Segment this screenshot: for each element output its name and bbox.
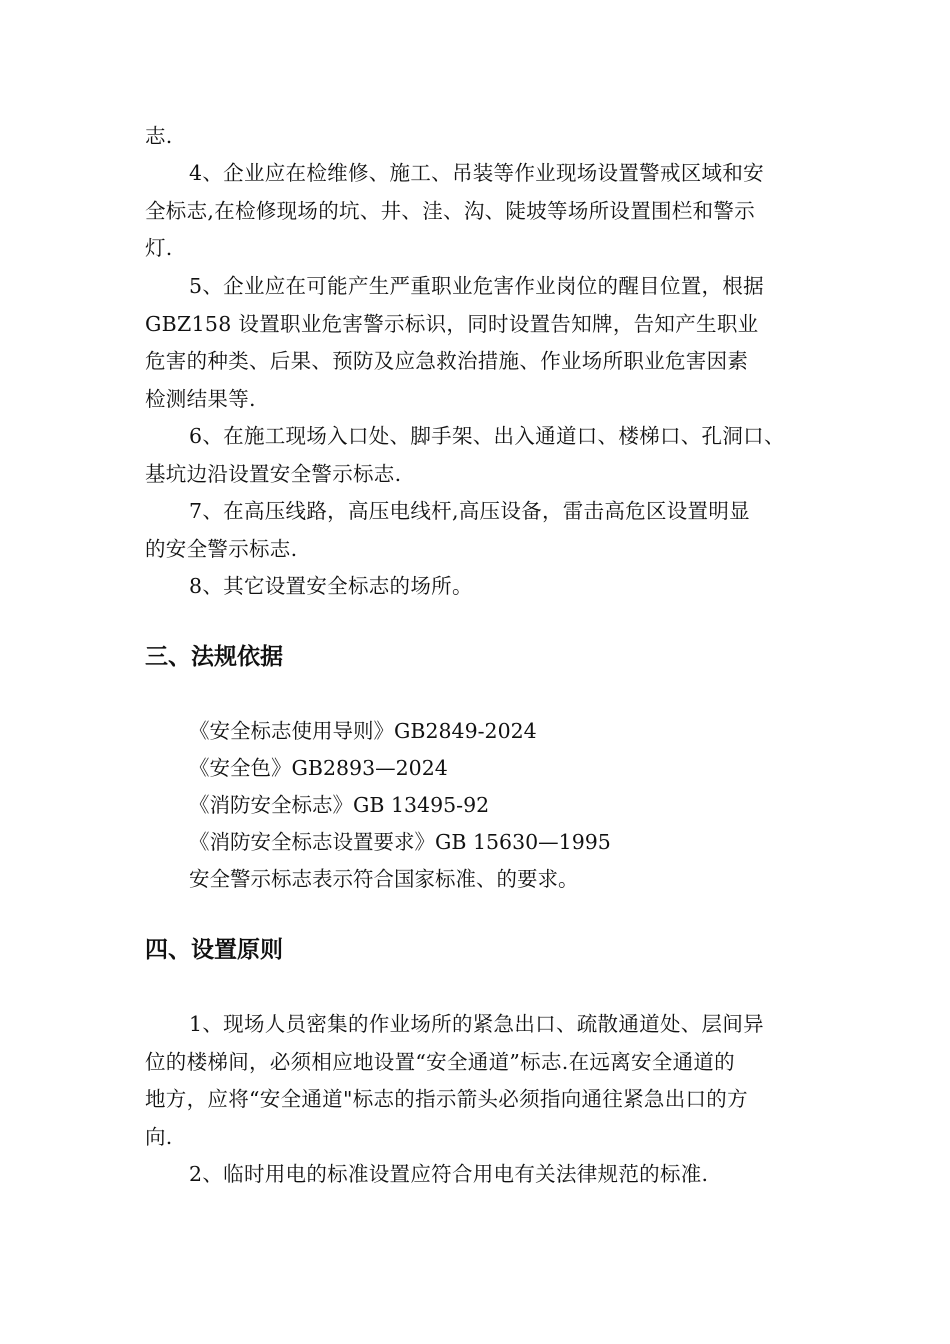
paragraph-item-4 bbox=[145, 155, 825, 268]
text-line: 2、临时用电的标准设置应符合用电有关法律规范的标准. bbox=[189, 1162, 709, 1186]
text-line: 向. bbox=[145, 1124, 173, 1149]
regulation-ref-3: 《消防安全标志》GB 13495-92 bbox=[189, 793, 490, 817]
text-line: 6、在施工现场入口处、脚手架、出入通道口、楼梯口、孔洞口、 bbox=[189, 424, 785, 448]
text-line: GBZ158 设置职业危害警示标识，同时设置告知牌，告知产生职业 bbox=[145, 311, 759, 336]
text-line: 位的楼梯间，必须相应地设置“安全通道”标志.在远离安全通道的 bbox=[145, 1049, 735, 1074]
paragraph-principle-2 bbox=[145, 1156, 825, 1194]
text-line: 4、企业应在检维修、施工、吊装等作业现场设置警戒区域和安 bbox=[189, 161, 764, 185]
text-line: 志. bbox=[145, 124, 173, 148]
paragraph-item-5 bbox=[145, 268, 825, 418]
section-heading-3: 三、法规依据 bbox=[145, 644, 283, 670]
paragraph-principle-1 bbox=[145, 1006, 825, 1156]
section-heading-4: 四、设置原则 bbox=[145, 937, 283, 963]
text-line: 地方，应将“安全通道"标志的指示箭头必须指向通往紧急出口的方 bbox=[145, 1087, 748, 1111]
text-line: 基坑边沿设置安全警示标志. bbox=[145, 461, 402, 486]
regulation-ref-4: 《消防安全标志设置要求》GB 15630—1995 bbox=[189, 830, 611, 854]
regulation-note: 安全警示标志表示符合国家标准、的要求。 bbox=[189, 867, 579, 891]
text-line: 灯. bbox=[145, 236, 173, 260]
regulation-ref-1: 《安全标志使用导则》GB2849-2024 bbox=[189, 719, 537, 743]
text-line: 的安全警示标志. bbox=[145, 536, 298, 561]
text-line: 全标志,在检修现场的坑、井、洼、沟、陡坡等场所设置围栏和警示 bbox=[145, 198, 756, 223]
text-line: 检测结果等. bbox=[145, 386, 256, 411]
text-line: 1、现场人员密集的作业场所的紧急出口、疏散通道处、层间异 bbox=[189, 1012, 764, 1036]
text-line: 5、企业应在可能产生严重职业危害作业岗位的醒目位置，根据 bbox=[189, 274, 764, 298]
regulation-ref-2: 《安全色》GB2893—2024 bbox=[189, 756, 448, 780]
paragraph-item-8 bbox=[145, 568, 825, 606]
text-line: 8、其它设置安全标志的场所。 bbox=[189, 574, 473, 598]
text-line: 7、在高压线路，高压电线杆,高压设备，雷击高危区设置明显 bbox=[189, 499, 750, 523]
paragraph-item-7 bbox=[145, 493, 825, 568]
paragraph-tail bbox=[145, 118, 825, 156]
text-line: 危害的种类、后果、预防及应急救治措施、作业场所职业危害因素 bbox=[145, 349, 749, 373]
paragraph-item-6 bbox=[145, 418, 825, 493]
